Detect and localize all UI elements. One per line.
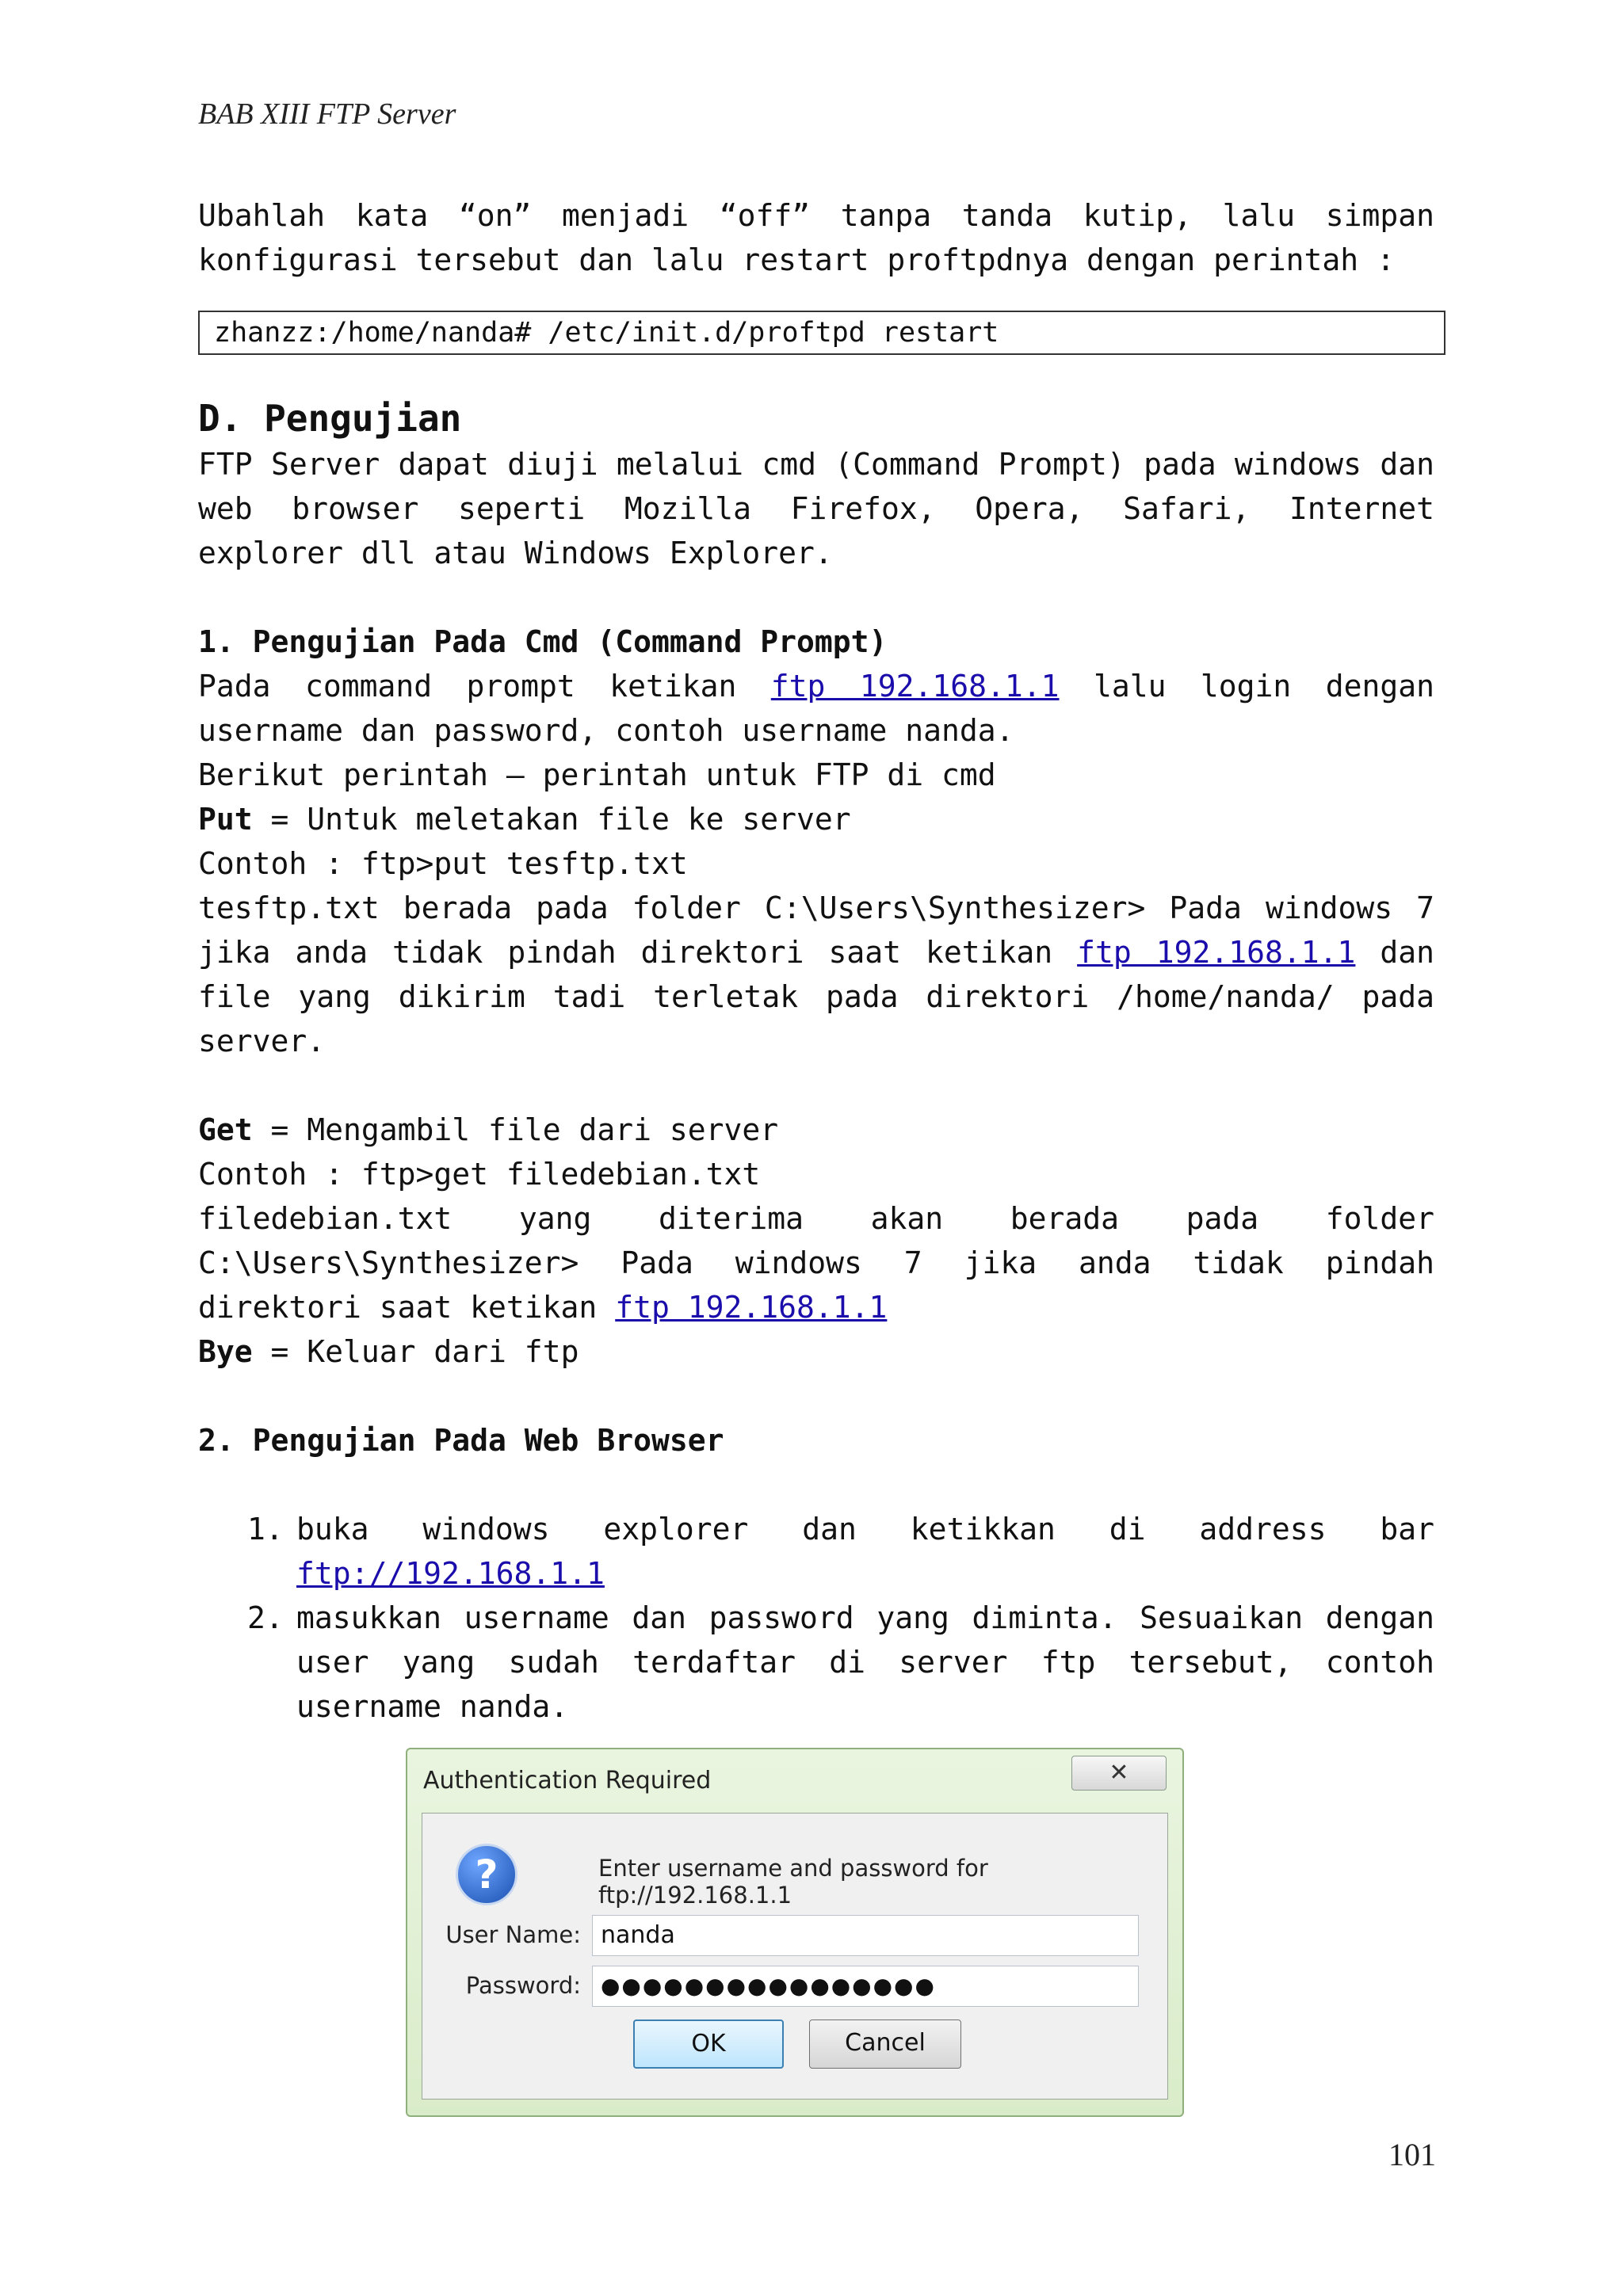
put-example: Contoh : ftp>put tesftp.txt bbox=[198, 846, 688, 881]
put-line bbox=[198, 797, 1434, 841]
put-paragraph bbox=[198, 886, 1434, 1063]
ftp-url-link[interactable]: ftp://192.168.1.1 bbox=[296, 1556, 605, 1591]
sub1-para-1-text: Pada command prompt ketikan bbox=[198, 669, 771, 704]
chapter-header: BAB XIII FTP Server bbox=[198, 97, 456, 131]
list-item-text: masukkan username dan password yang diminta. Sesuaikan dengan user yang sudah terdaftar di server ftp tersebut, contoh username nanda. bbox=[296, 1600, 1434, 1724]
list-item bbox=[198, 1596, 1434, 1729]
get-line bbox=[198, 1108, 1434, 1152]
question-icon: ? bbox=[456, 1844, 517, 1905]
username-label: User Name: bbox=[445, 1921, 581, 1948]
close-icon[interactable]: ✕ bbox=[1071, 1756, 1167, 1791]
list-item-text: buka windows explorer dan ketikkan di address bar bbox=[296, 1512, 1434, 1547]
intro-line-2: konfigurasi tersebut dan lalu restart proftpdnya dengan perintah : bbox=[198, 242, 1395, 277]
sub1-para-2: Berikut perintah – perintah untuk FTP di cmd bbox=[198, 757, 996, 792]
put-para-text: tesftp.txt berada pada folder C:\Users\Synthesizer> Pada windows 7 jika anda tidak pindah direktori saat ketikan bbox=[198, 891, 1434, 970]
cancel-button[interactable]: Cancel bbox=[809, 2019, 961, 2069]
bye-desc: = Keluar dari ftp bbox=[252, 1334, 579, 1369]
ftp-link-1[interactable]: ftp 192.168.1.1 bbox=[770, 669, 1060, 704]
auth-dialog bbox=[406, 1748, 1184, 2117]
get-para-text: filedebian.txt yang diterima akan berada pada folder C:\Users\Synthesizer> Pada windows 7 jika anda tidak pindah direktori saat ketikan bbox=[198, 1201, 1434, 1325]
ftp-link-3[interactable]: ftp 192.168.1.1 bbox=[615, 1290, 888, 1325]
page-number: 101 bbox=[1388, 2137, 1436, 2172]
sub1-para-1 bbox=[198, 664, 1434, 753]
list-item bbox=[198, 1507, 1434, 1596]
sub1-para-1-text-after: lalu login dengan username dan password, contoh username nanda. bbox=[198, 669, 1434, 748]
dialog-title: Authentication Required bbox=[423, 1767, 712, 1794]
get-paragraph bbox=[198, 1196, 1434, 1329]
get-key: Get bbox=[198, 1112, 253, 1147]
sub2-title: 2. Pengujian Pada Web Browser bbox=[198, 1423, 724, 1458]
browser-steps-list bbox=[198, 1507, 1434, 1729]
page-content bbox=[198, 193, 1434, 1729]
password-label: Password: bbox=[465, 1972, 581, 1999]
put-key: Put bbox=[198, 802, 253, 837]
put-desc: = Untuk meletakan file ke server bbox=[252, 802, 851, 837]
bye-key: Bye bbox=[198, 1334, 253, 1369]
password-field[interactable]: ●●●●●●●●●●●●●●●● bbox=[592, 1966, 1139, 2007]
intro-line-1: Ubahlah kata “on” menjadi “off” tanpa tanda kutip, lalu simpan bbox=[198, 198, 1434, 233]
get-desc: = Mengambil file dari server bbox=[252, 1112, 779, 1147]
ok-button[interactable]: OK bbox=[633, 2019, 784, 2069]
dialog-body bbox=[422, 1813, 1168, 2100]
command-box: zhanzz:/home/nanda# /etc/init.d/proftpd restart bbox=[198, 311, 1445, 355]
list-number: 2. bbox=[247, 1600, 284, 1635]
section-d-paragraph: FTP Server dapat diuji melalui cmd (Command Prompt) pada windows dan web browser seperti Mozilla Firefox, Opera, Safari, Internet explorer dll atau Windows Explorer. bbox=[198, 447, 1434, 570]
sub1-title: 1. Pengujian Pada Cmd (Command Prompt) bbox=[198, 624, 888, 659]
put-para-text-after: dan file yang dikirim tadi terletak pada direktori /home/nanda/ pada server. bbox=[198, 935, 1435, 1058]
username-field[interactable]: nanda bbox=[592, 1915, 1139, 1956]
get-example: Contoh : ftp>get filedebian.txt bbox=[198, 1157, 761, 1192]
ftp-link-2[interactable]: ftp 192.168.1.1 bbox=[1077, 935, 1356, 970]
section-d-title: D. Pengujian bbox=[198, 397, 462, 440]
bye-line bbox=[198, 1329, 1434, 1374]
dialog-message: Enter username and password for ftp://192.168.1.1 bbox=[598, 1855, 988, 1909]
list-number: 1. bbox=[247, 1512, 284, 1547]
